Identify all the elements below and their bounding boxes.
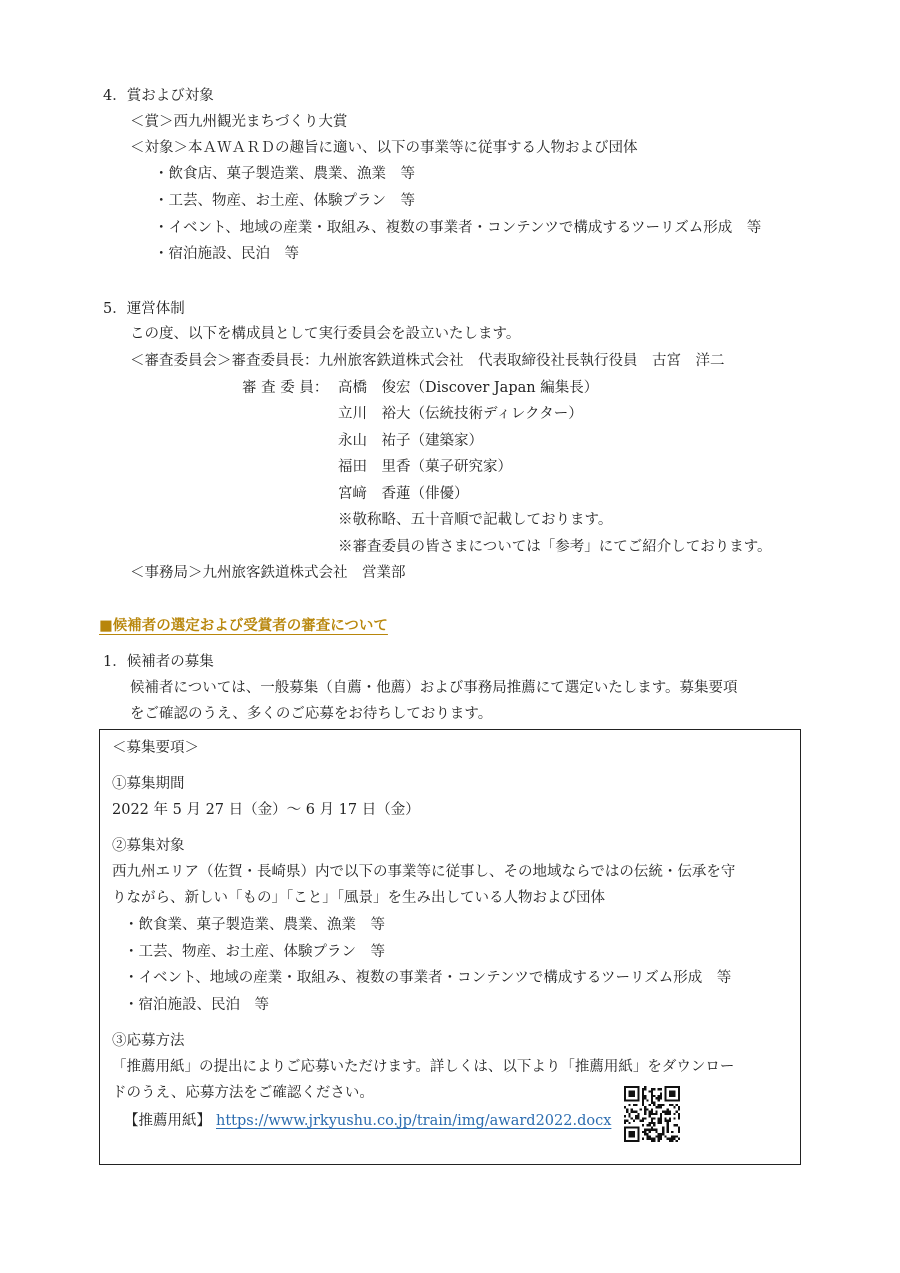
target-text: りながら、新しい「もの」「こと」「風景」を生み出している人物および団体 <box>112 890 605 906</box>
list-item: ・宿泊施設、民泊 等 <box>154 246 299 262</box>
list-item: ・工芸、物産、お土産、体験プラン 等 <box>154 193 415 209</box>
guidelines-title: ＜募集要項＞ <box>112 740 199 756</box>
qr-code-icon <box>624 1086 680 1142</box>
section5-title: 5．運営体制 <box>103 301 185 317</box>
section5-chair: ＜審査委員会＞審査委員長：九州旅客鉄道株式会社 代表取締役社長執行役員 古宮 洋二 <box>130 353 725 369</box>
form-download-link[interactable]: https://www.jrkyushu.co.jp/train/img/award2022.docx <box>216 1113 612 1129</box>
note: ※審査委員の皆さまについては「参考」にてご紹介しております。 <box>338 539 772 555</box>
list-item: ・イベント、地域の産業・取組み、複数の事業者・コンテンツで構成するツーリズム形成 等 <box>124 970 732 986</box>
member: 立川 裕大（伝統技術ディレクター） <box>338 406 583 422</box>
list-item: ・イベント、地域の産業・取組み、複数の事業者・コンテンツで構成するツーリズム形成 等 <box>154 220 762 236</box>
sub1-title: 1．候補者の募集 <box>103 654 214 670</box>
list-item: ・宿泊施設、民泊 等 <box>124 997 269 1013</box>
period-title: ①募集期間 <box>112 776 185 792</box>
section4-award: ＜賞＞西九州観光まちづくり大賞 <box>130 114 348 130</box>
list-item: ・工芸、物産、お土産、体験プラン 等 <box>124 944 385 960</box>
member: 高橋 俊宏（Discover Japan 編集長） <box>338 380 599 396</box>
member: 永山 祐子（建築家） <box>338 433 483 449</box>
sub1-text: 候補者については、一般募集（自薦・他薦）および事務局推薦にて選定いたします。募集要項 <box>130 680 738 696</box>
method-text: 「推薦用紙」の提出によりご応募いただけます。詳しくは、以下より「推薦用紙」をダウンロー <box>112 1059 735 1075</box>
section5-intro: この度、以下を構成員として実行委員会を設立いたします。 <box>130 326 521 342</box>
section4-title: 4．賞および対象 <box>103 88 214 104</box>
selection-heading: ■候補者の選定および受賞者の審査について <box>99 617 388 634</box>
method-text: ドのうえ、応募方法をご確認ください。 <box>112 1085 374 1101</box>
sub1-text: をご確認のうえ、多くのご応募をお待ちしております。 <box>130 706 493 722</box>
form-label: 【推薦用紙】 <box>124 1113 211 1129</box>
section5-office: ＜事務局＞九州旅客鉄道株式会社 営業部 <box>130 565 406 581</box>
target-text: 西九州エリア（佐賀・長崎県）内で以下の事業等に従事し、その地域ならではの伝統・伝承を守 <box>112 864 736 880</box>
period-value: 2022 年 5 月 27 日（金）～ 6 月 17 日（金） <box>112 802 420 818</box>
member: 福田 里香（菓子研究家） <box>338 459 512 475</box>
note: ※敬称略、五十音順で記載しております。 <box>338 512 613 528</box>
method-title: ③応募方法 <box>112 1033 185 1049</box>
members-label: 審 査 委 員： <box>242 380 329 396</box>
list-item: ・飲食業、菓子製造業、農業、漁業 等 <box>124 917 385 933</box>
member: 宮﨑 香蓮（俳優） <box>338 486 469 502</box>
target-title: ②募集対象 <box>112 838 185 854</box>
list-item: ・飲食店、菓子製造業、農業、漁業 等 <box>154 166 415 182</box>
section4-target: ＜対象＞本ＡＷＡＲＤの趣旨に適い、以下の事業等に従事する人物および団体 <box>130 140 638 156</box>
